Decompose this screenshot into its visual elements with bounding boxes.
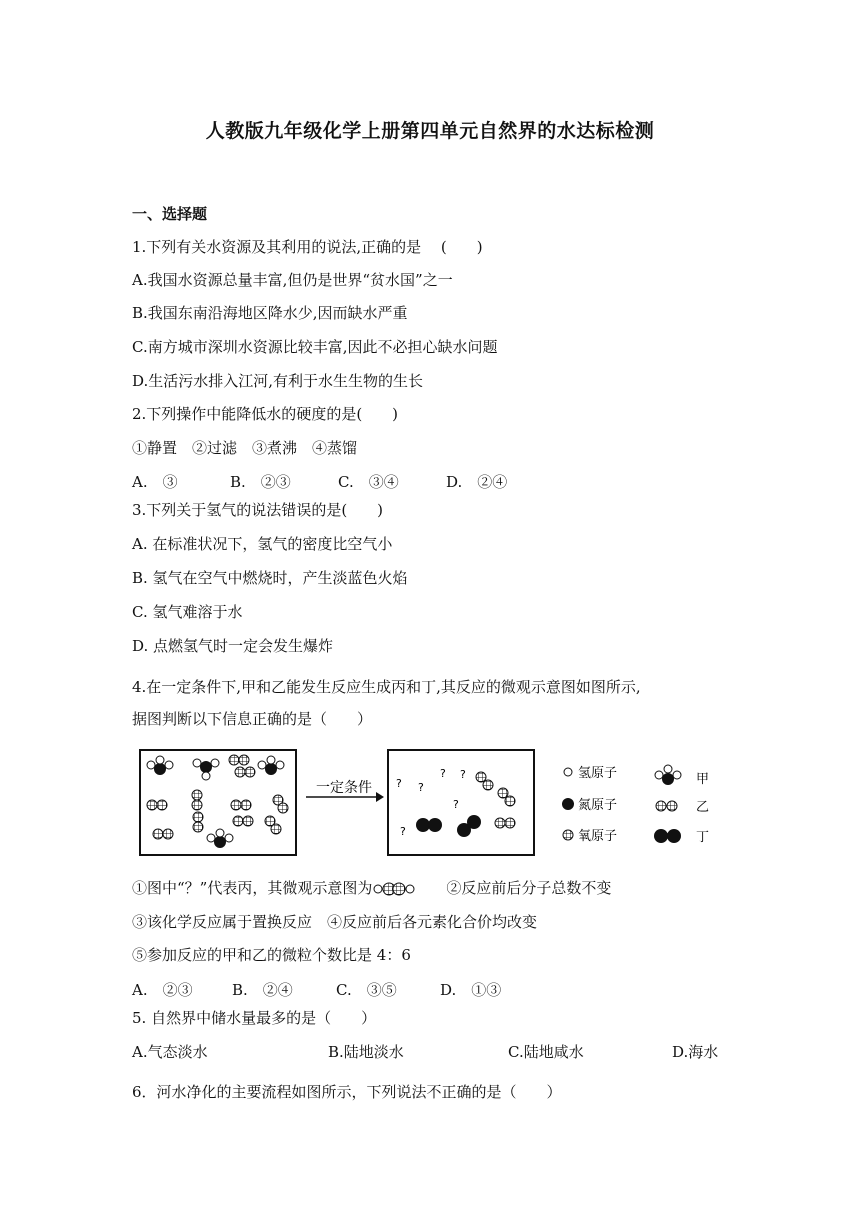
q4-option-c: C. ③⑤ [336, 981, 397, 999]
q3-option-a: A. 在标准状况下，氢气的密度比空气小 [132, 535, 393, 553]
section-heading: 一、选择题 [132, 205, 208, 223]
q2-items: ①静置 ②过滤 ③煮沸 ④蒸馏 [132, 439, 358, 457]
q1-stem: 1.下列有关水资源及其利用的说法,正确的是 ( ) [132, 238, 483, 256]
q4-option-b: B. ②④ [232, 981, 293, 999]
nitrogen-atom-icon [562, 798, 574, 810]
reaction-micro-diagram [138, 745, 728, 860]
q3-option-b: B. 氢气在空气中燃烧时，产生淡蓝色火焰 [132, 569, 408, 587]
question-mark: ? [453, 798, 459, 811]
q1-option-d: D.生活污水排入江河,有利于水生生物的生长 [132, 372, 424, 390]
q1-option-b: B.我国东南沿海地区降水少,因而缺水严重 [132, 304, 408, 322]
hydrogen-atom-icon [564, 768, 572, 776]
q4-stem-line1: 4.在一定条件下,甲和乙能发生反应生成丙和丁,其反应的微观示意图如图所示, [132, 678, 641, 696]
question-mark: ? [418, 781, 424, 794]
species-jia-label: 甲 [696, 772, 710, 787]
question-mark: ? [396, 777, 402, 790]
arrow-label: 一定条件 [316, 780, 372, 796]
oxygen-atom-icon [563, 830, 573, 840]
q4-statement-1 [132, 877, 611, 898]
q5-option-d: D.海水 [672, 1043, 719, 1061]
question-mark: ? [460, 768, 466, 781]
q4-statement-2: ②反应前后分子总数不变 [446, 879, 612, 897]
q4-option-a: A. ②③ [132, 981, 193, 999]
q2-option-d: D. ②④ [446, 473, 508, 491]
legend-nitrogen: 氮原子 [578, 798, 618, 813]
molecule-ding [654, 829, 681, 843]
q5-option-c: C.陆地咸水 [508, 1043, 584, 1061]
species-ding-label: 丁 [696, 830, 710, 845]
q2-stem: 2.下列操作中能降低水的硬度的是( ) [132, 405, 399, 423]
q3-option-c: C. 氢气难溶于水 [132, 603, 243, 621]
q4-options [132, 979, 501, 1000]
q4-statement-1a: ①图中“？”代表丙，其微观示意图为 [132, 879, 373, 897]
question-mark: ? [400, 825, 406, 838]
q1-option-a: A.我国水资源总量丰富,但仍是世界“贫水国”之一 [132, 271, 453, 289]
q2-option-b: B. ②③ [230, 473, 291, 491]
q2-option-a: A. ③ [132, 473, 178, 491]
q5-stem: 5. 自然界中储水量最多的是（ ） [132, 1009, 377, 1027]
legend-hydrogen: 氢原子 [578, 766, 618, 781]
q4-statement-3-4: ③该化学反应属于置换反应 ④反应前后各元素化合价均改变 [132, 913, 538, 931]
q2-options [132, 471, 507, 492]
q5-options [132, 1041, 718, 1062]
q5-option-b: B.陆地淡水 [328, 1043, 404, 1061]
molecule-yi [656, 801, 677, 811]
legend [562, 765, 709, 845]
q4-statement-5: ⑤参加反应的甲和乙的微粒个数比是 4：6 [132, 946, 411, 964]
molecule-bing-icon [372, 882, 416, 896]
q6-stem: 6．河水净化的主要流程如图所示，下列说法不正确的是（ ） [132, 1083, 562, 1101]
arrow-head [376, 792, 384, 802]
q1-option-c: C.南方城市深圳水资源比较丰富,因此不必担心缺水问题 [132, 338, 498, 356]
question-mark: ? [440, 767, 446, 780]
molecule-jia [655, 765, 681, 785]
q4-stem-line2: 据图判断以下信息正确的是（ ） [132, 710, 373, 728]
q4-option-d: D. ①③ [440, 981, 502, 999]
species-yi-label: 乙 [696, 800, 710, 815]
q5-option-a: A.气态淡水 [132, 1043, 208, 1061]
q3-stem: 3.下列关于氢气的说法错误的是( ) [132, 501, 384, 519]
legend-oxygen: 氧原子 [578, 829, 618, 844]
document-title: 人教版九年级化学上册第四单元自然界的水达标检测 [205, 120, 655, 142]
q3-option-d: D. 点燃氢气时一定会发生爆炸 [132, 637, 334, 655]
q2-option-c: C. ③④ [338, 473, 399, 491]
